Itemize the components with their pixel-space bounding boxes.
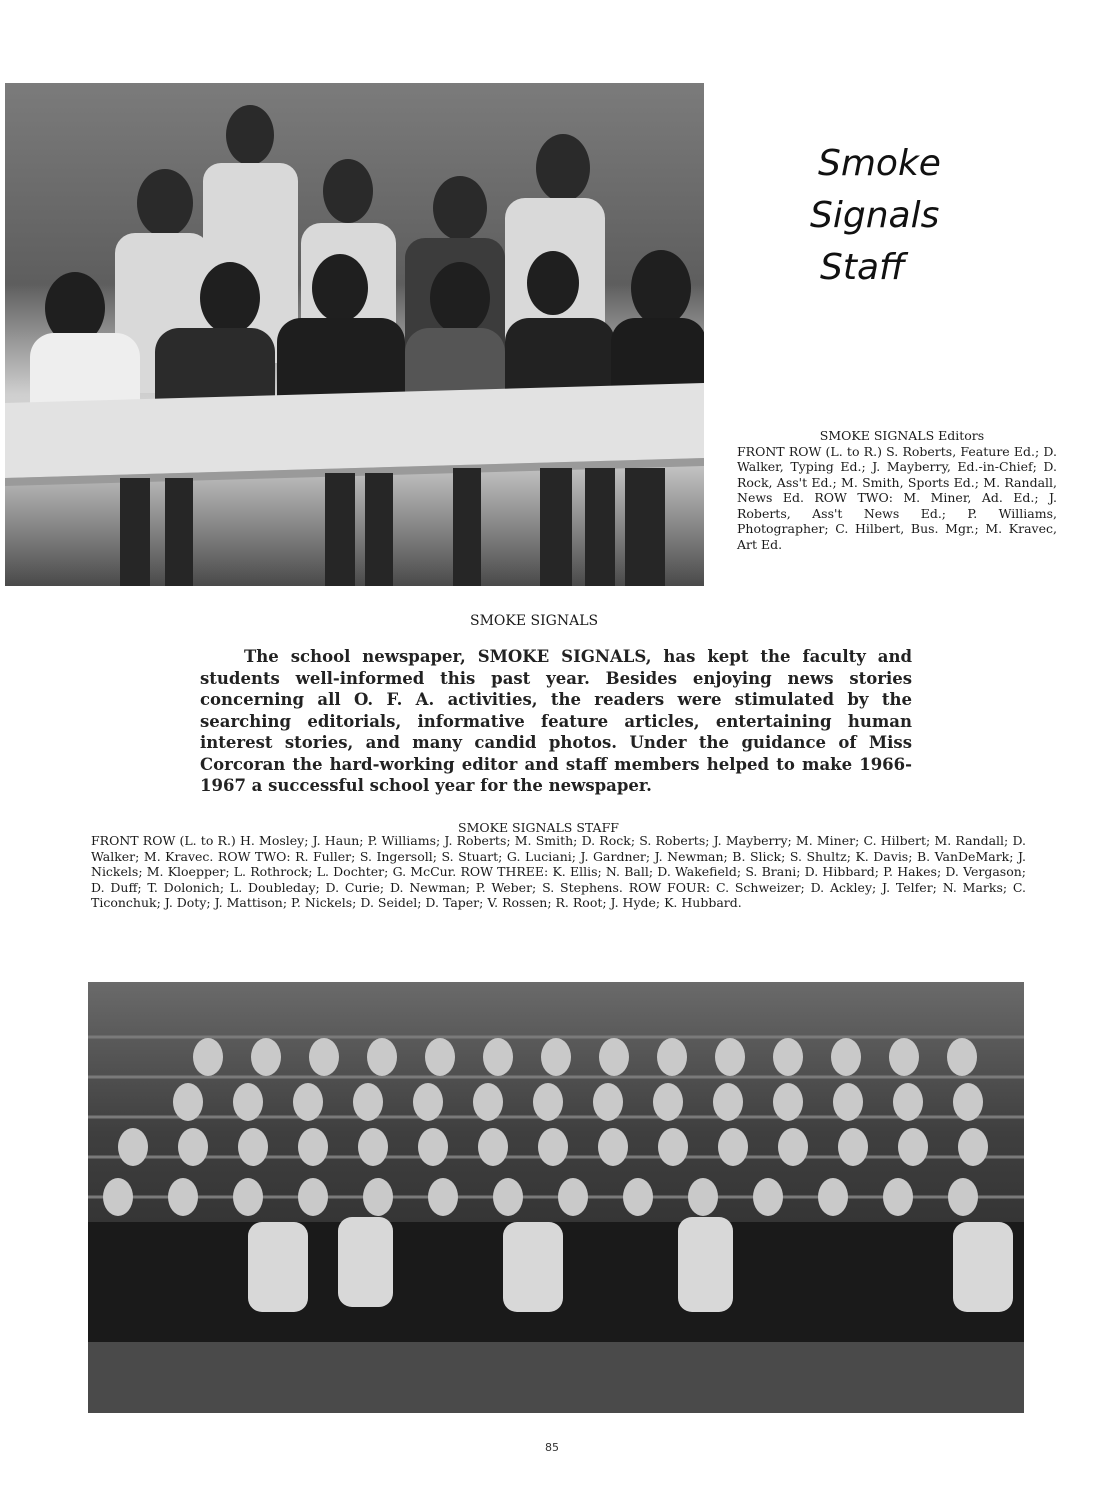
staff-faces — [103, 1038, 988, 1216]
title-line-smoke: Smoke — [818, 143, 941, 184]
staff-face — [538, 1128, 568, 1166]
staff-face — [173, 1083, 203, 1121]
staff-face — [893, 1083, 923, 1121]
staff-face — [298, 1128, 328, 1166]
staff-face — [889, 1038, 919, 1076]
staff-face — [425, 1038, 455, 1076]
staff-face — [833, 1083, 863, 1121]
staff-face — [599, 1038, 629, 1076]
staff-face — [718, 1128, 748, 1166]
staff-face — [948, 1178, 978, 1216]
staff-face — [898, 1128, 928, 1166]
title-line-signals: Signals — [810, 195, 940, 236]
editors-caption — [737, 428, 1057, 552]
staff-face — [233, 1083, 263, 1121]
editors-caption-heading: SMOKE SIGNALS Editors — [819, 428, 985, 443]
staff-face — [533, 1083, 563, 1121]
staff-face — [688, 1178, 718, 1216]
staff-face — [773, 1038, 803, 1076]
article-body: The school newspaper, SMOKE SIGNALS, has kept the faculty and students well-informed this past year. Besides enjoying news stories concerning all O. F. A. activities, the readers were stimulated by the searching editorials, informative feature articles, entertaining human interest stories, and many candid photos. Under the guidance of Miss Corcoran the hard-working editor and staff members helped to make 1966-1967 a successful school year for the newspaper. — [200, 647, 912, 795]
staff-face — [483, 1038, 513, 1076]
staff-face — [298, 1178, 328, 1216]
staff-face — [178, 1128, 208, 1166]
staff-face — [473, 1083, 503, 1121]
staff-face — [309, 1038, 339, 1076]
editors-group-photo — [5, 83, 704, 586]
staff-face — [103, 1178, 133, 1216]
staff-face — [493, 1178, 523, 1216]
staff-caption-text: FRONT ROW (L. to R.) H. Mosley; J. Haun; P. Williams; J. Roberts; M. Smith; D. Rock; S. Roberts; J. Mayberry; M. Miner; C. Hilbert; M. Randall; D. Walker; M. Kravec. ROW TWO: R. Fuller; S. Ingersoll; S. Stuart; G. Luciani; J. Gardner; J. Newman; B. Slick; S. Shultz; K. Davis; B. VanDeMark; J. Nickels; M. Kloepper; L. Rothrock; L. Dochter; G. McCur. ROW THREE: K. Ellis; N. Ball; D. Wakefield; S. Brani; D. Hibbard; P. Hakes; D. Vergason; D. Duff; T. Dolonich; L. Doubleday; D. Curie; D. Newman; P. Weber; S. Stephens. ROW FOUR: C. Schweizer; D. Ackley; J. Telfer; N. Marks; C. Ticonchuk; J. Doty; J. Mattison; P. Nickels; D. Seidel; D. Taper; V. Rossen; R. Root; J. Hyde; K. Hubbard. — [91, 833, 1026, 910]
staff-face — [293, 1083, 323, 1121]
title-line-staff: Staff — [820, 247, 906, 288]
staff-caption-heading: SMOKE SIGNALS STAFF — [458, 820, 619, 835]
staff-face — [558, 1178, 588, 1216]
staff-face — [478, 1128, 508, 1166]
page-title — [790, 138, 990, 294]
staff-face — [353, 1083, 383, 1121]
staff-face — [653, 1083, 683, 1121]
staff-face — [118, 1128, 148, 1166]
staff-group-photo — [88, 982, 1024, 1413]
staff-face — [367, 1038, 397, 1076]
staff-face — [623, 1178, 653, 1216]
staff-face — [818, 1178, 848, 1216]
staff-face — [947, 1038, 977, 1076]
staff-face — [428, 1178, 458, 1216]
staff-face — [658, 1128, 688, 1166]
staff-face — [541, 1038, 571, 1076]
staff-face — [233, 1178, 263, 1216]
staff-face — [831, 1038, 861, 1076]
page-number: 85 — [545, 1441, 559, 1454]
staff-face — [778, 1128, 808, 1166]
editors-caption-text: FRONT ROW (L. to R.) S. Roberts, Feature Ed.; D. Walker, Typing Ed.; J. Mayberry, Ed.-in-Chief; D. Rock, Ass't Ed.; M. Smith, Sports Ed.; M. Randall, News Ed. ROW TWO: M. Miner, Ad. Ed.; J. Roberts, Ass't News Ed.; P. Williams, Photographer; C. Hilbert, Bus. Mgr.; M. Kravec, Art Ed. — [737, 443, 1057, 552]
editors-photo-illustration — [5, 83, 704, 586]
staff-face — [958, 1128, 988, 1166]
staff-face — [713, 1083, 743, 1121]
staff-face — [883, 1178, 913, 1216]
staff-face — [598, 1128, 628, 1166]
staff-face — [363, 1178, 393, 1216]
staff-face — [413, 1083, 443, 1121]
staff-face — [593, 1083, 623, 1121]
staff-face — [358, 1128, 388, 1166]
article-heading: SMOKE SIGNALS — [470, 613, 599, 629]
staff-face — [238, 1128, 268, 1166]
staff-face — [168, 1178, 198, 1216]
staff-face — [715, 1038, 745, 1076]
staff-face — [753, 1178, 783, 1216]
staff-face — [193, 1038, 223, 1076]
staff-face — [953, 1083, 983, 1121]
staff-face — [251, 1038, 281, 1076]
staff-face — [657, 1038, 687, 1076]
staff-face — [418, 1128, 448, 1166]
staff-photo-illustration — [88, 982, 1024, 1413]
staff-face — [773, 1083, 803, 1121]
staff-face — [838, 1128, 868, 1166]
